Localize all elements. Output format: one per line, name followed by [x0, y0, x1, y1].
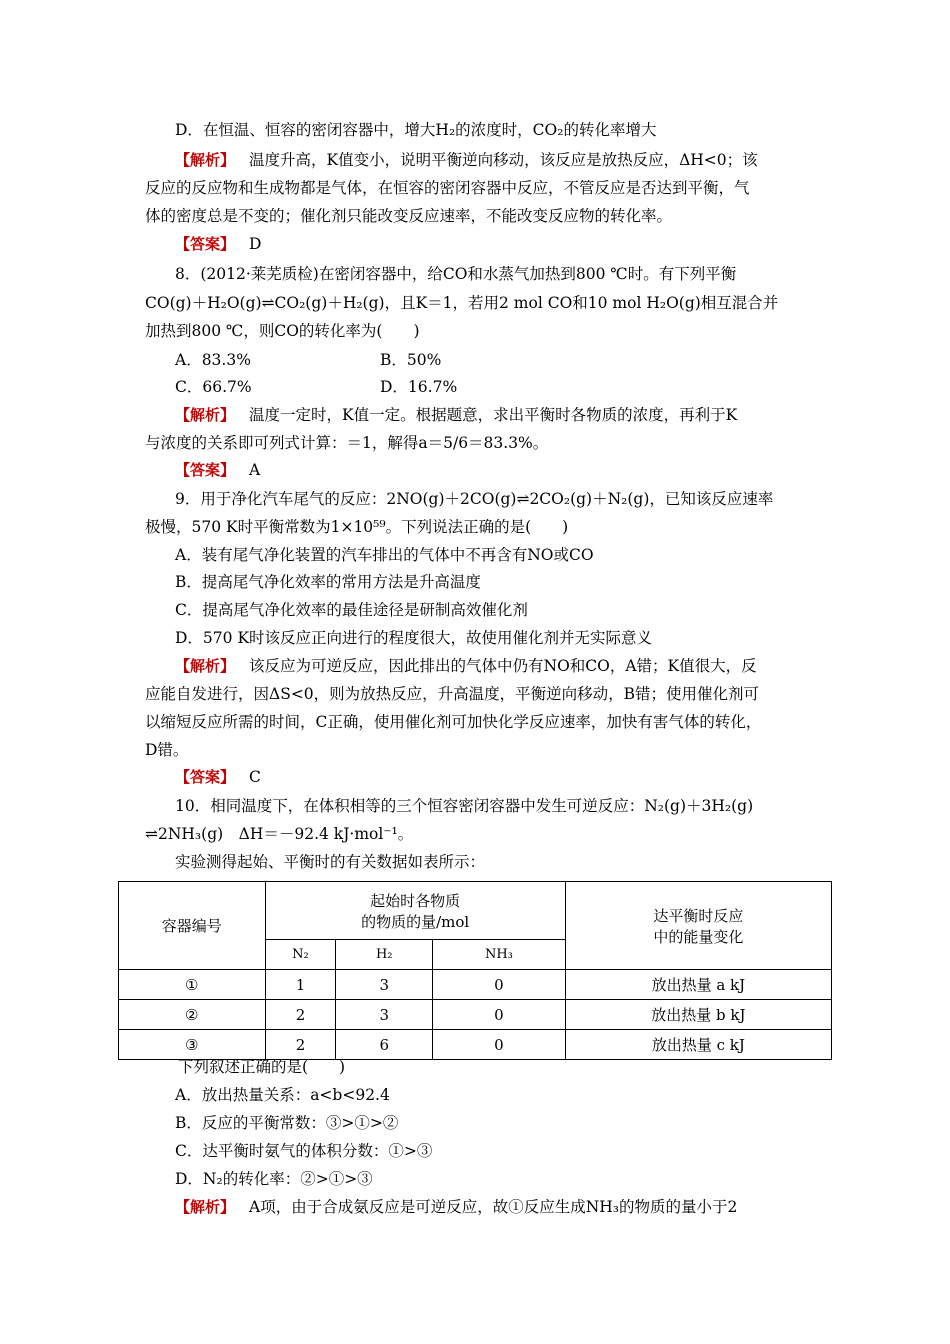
cell-h2: 3 — [336, 970, 433, 1000]
analysis-text: A项，由于合成氨反应是可逆反应，故①反应生成NH₃的物质的量小于2 — [249, 1198, 738, 1216]
q9-analysis-line-2: 应能自发进行，因ΔS<0，则为放热反应，升高温度，平衡逆向移动，B错；使用催化剂可 — [145, 685, 760, 703]
analysis-text: 温度一定时，K值一定。根据题意，求出平衡时各物质的浓度，再利于K — [249, 406, 738, 424]
table-row — [119, 1030, 832, 1060]
cell-energy: 放出热量 b kJ — [565, 1000, 831, 1030]
q8-answer — [175, 460, 260, 480]
subheader-h2: H₂ — [336, 940, 433, 970]
analysis-label: 【解析】 — [175, 1198, 236, 1216]
answer-value: A — [249, 461, 261, 479]
subheader-n2: N₂ — [265, 940, 336, 970]
q8-option-c: C．66.7% — [175, 378, 252, 396]
answer-label: 【答案】 — [175, 461, 236, 479]
cell-nh3: 0 — [433, 970, 566, 1000]
answer-label: 【答案】 — [175, 235, 236, 253]
q10-option-c: C．达平衡时氨气的体积分数：①>③ — [175, 1142, 433, 1160]
q10-analysis-line-1 — [175, 1197, 737, 1217]
subheader-nh3: NH₃ — [433, 940, 566, 970]
q8-option-a: A．83.3% — [175, 351, 251, 369]
cell-n2: 2 — [265, 1000, 336, 1030]
analysis-label: 【解析】 — [175, 151, 236, 169]
cell-n2: 2 — [265, 1030, 336, 1060]
cell-id: ① — [119, 970, 266, 1000]
data-table — [118, 881, 832, 1060]
q7-option-d: D．在恒温、恒容的密闭容器中，增大H₂的浓度时，CO₂的转化率增大 — [175, 121, 657, 139]
cell-id: ③ — [119, 1030, 266, 1060]
q9-analysis-line-3: 以缩短反应所需的时间，C正确，使用催化剂可加快化学反应速率，加快有害气体的转化， — [145, 713, 762, 731]
cell-h2: 6 — [336, 1030, 433, 1060]
q10-stem-1: 10．相同温度下，在体积相等的三个恒容密闭容器中发生可逆反应：N₂(g)＋3H₂(g) — [175, 797, 754, 815]
answer-value: D — [249, 235, 262, 253]
analysis-text: 温度升高，K值变小，说明平衡逆向移动，该反应是放热反应，ΔH<0；该 — [249, 151, 758, 169]
header-start-line-2: 的物质的量/mol — [361, 912, 470, 931]
q8-stem-3: 加热到800 ℃，则CO的转化率为( ) — [145, 322, 420, 340]
cell-id: ② — [119, 1000, 266, 1030]
header-container: 容器编号 — [119, 882, 266, 970]
q10-prompt: 下列叙述正确的是( ) — [178, 1058, 346, 1076]
q7-analysis-line-3: 体的密度总是不变的；催化剂只能改变反应速率，不能改变反应物的转化率。 — [145, 207, 673, 225]
q8-option-b: B．50% — [380, 351, 442, 369]
q10-stem-3: 实验测得起始、平衡时的有关数据如表所示： — [175, 853, 486, 871]
q8-stem-2: CO(g)＋H₂O(g)⇌CO₂(g)＋H₂(g)，且K＝1，若用2 mol CO和10 mol H₂O(g)相互混合并 — [145, 294, 779, 312]
q9-option-a: A．装有尾气净化装置的汽车排出的气体中不再含有NO或CO — [175, 546, 594, 564]
q9-analysis-line-4: D错。 — [145, 741, 189, 759]
q8-analysis-line-1 — [175, 405, 737, 425]
q7-answer — [175, 234, 261, 254]
q10-stem-2: ⇌2NH₃(g) ΔH＝－92.4 kJ·mol⁻¹。 — [145, 825, 414, 843]
cell-h2: 3 — [336, 1000, 433, 1030]
q9-option-b: B．提高尾气净化效率的常用方法是升高温度 — [175, 573, 481, 591]
q7-analysis-line-1 — [175, 150, 758, 170]
table-row — [119, 1000, 832, 1030]
cell-nh3: 0 — [433, 1030, 566, 1060]
q9-stem-1: 9．用于净化汽车尾气的反应：2NO(g)＋2CO(g)⇌2CO₂(g)＋N₂(g)，已知该反应速率 — [175, 490, 774, 508]
q10-option-b: B．反应的平衡常数：③>①>② — [175, 1114, 399, 1132]
q8-stem-1: 8．(2012·莱芜质检)在密闭容器中，给CO和水蒸气加热到800 ℃时。有下列平衡 — [175, 265, 737, 283]
cell-energy: 放出热量 c kJ — [565, 1030, 831, 1060]
header-energy — [565, 882, 831, 970]
q9-stem-2: 极慢，570 K时平衡常数为1×10⁵⁹。下列说法正确的是( ) — [145, 518, 569, 536]
q9-option-c: C．提高尾气净化效率的最佳途径是研制高效催化剂 — [175, 601, 528, 619]
analysis-label: 【解析】 — [175, 406, 236, 424]
table-header-row — [119, 882, 832, 940]
q10-option-d: D．N₂的转化率：②>①>③ — [175, 1170, 373, 1188]
header-energy-line-2: 中的能量变化 — [653, 927, 744, 946]
answer-label: 【答案】 — [175, 768, 236, 786]
q8-options-ab — [175, 350, 442, 370]
header-energy-line-1: 达平衡时反应 — [653, 906, 744, 925]
table-row — [119, 970, 832, 1000]
q8-options-cd — [175, 377, 458, 397]
q8-option-d: D．16.7% — [380, 378, 458, 396]
cell-n2: 1 — [265, 970, 336, 1000]
analysis-text: 该反应为可逆反应，因此排出的气体中仍有NO和CO，A错；K值很大，反 — [249, 657, 757, 675]
q9-option-d: D．570 K时该反应正向进行的程度很大，故使用催化剂并无实际意义 — [175, 629, 653, 647]
q10-option-a: A．放出热量关系：a<b<92.4 — [175, 1086, 390, 1104]
q7-analysis-line-2: 反应的反应物和生成物都是气体，在恒容的密闭容器中反应，不管反应是否达到平衡，气 — [145, 179, 750, 197]
header-start-line-1: 起始时各物质 — [370, 891, 461, 910]
q9-analysis-line-1 — [175, 656, 757, 676]
analysis-label: 【解析】 — [175, 657, 236, 675]
q8-analysis-line-2: 与浓度的关系即可列式计算：＝1，解得a＝5/6＝83.3%。 — [145, 434, 549, 452]
cell-nh3: 0 — [433, 1000, 566, 1030]
cell-energy: 放出热量 a kJ — [565, 970, 831, 1000]
header-start — [265, 882, 565, 940]
answer-value: C — [249, 768, 261, 786]
q9-answer — [175, 767, 261, 787]
